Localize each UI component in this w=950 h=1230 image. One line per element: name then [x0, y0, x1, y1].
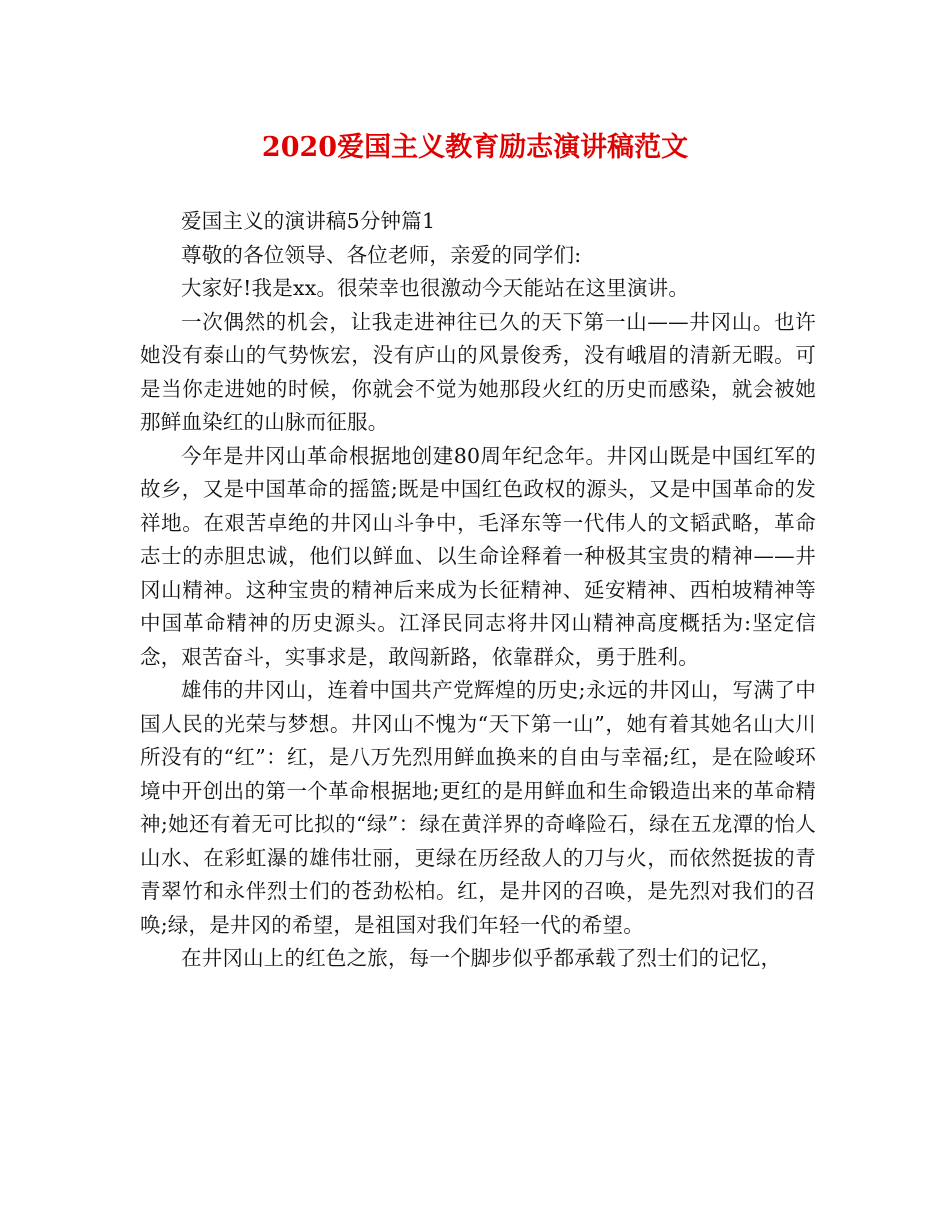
- document-body: [140, 205, 816, 976]
- paragraph: 在井冈山上的红色之旅，每一个脚步似乎都承载了烈士们的记忆，: [181, 946, 782, 970]
- paragraph-section-heading: 爱国主义的演讲稿5分钟篇1: [181, 209, 436, 233]
- paragraph-salutation: 尊敬的各位领导、各位老师，亲爱的同学们:: [181, 242, 582, 267]
- paragraph: 雄伟的井冈山，连着中国共产党辉煌的历史;永远的井冈山，写满了中国人民的光荣与梦想。井冈山不愧为“天下第一山”，她有着其她名山大川所没有的“红”：红，是八万先烈用鲜血换来的自由与幸福;红，是在险峻环境中开创出的第一个革命根据地;更红的是用鲜血和生命锻造出来的革命精神;她还有着无可比拟的“绿”：绿在黄洋界的奇峰险石，绿在五龙潭的怡人山水、在彩虹瀑的雄伟壮丽，更绿在历经敌人的刀与火，而依然挺拔的青青翠竹和永伴烈士们的苍劲松柏。红，是井冈的召唤，是先烈对我们的召唤;绿，是井冈的希望，是祖国对我们年轻一代的希望。: [140, 678, 816, 937]
- paragraph-greeting: 大家好!我是xx。很荣幸也很激动今天能站在这里演讲。: [181, 276, 690, 300]
- paragraph: 今年是井冈山革命根据地创建80周年纪念年。井冈山既是中国红军的故乡，又是中国革命的摇篮;既是中国红色政权的源头，又是中国革命的发祥地。在艰苦卓绝的井冈山斗争中，毛泽东等一代伟人的文韬武略，革命志士的赤胆忠诚，他们以鲜血、以生命诠释着一种极其宝贵的精神——井冈山精神。这种宝贵的精神后来成为长征精神、延安精神、西柏坡精神等中国革命精神的历史源头。江泽民同志将井冈山精神高度概括为:坚定信念，艰苦奋斗，实事求是，敢闯新路，依靠群众，勇于胜利。: [140, 443, 816, 669]
- document-title: 2020爱国主义教育励志演讲稿范文: [261, 132, 689, 163]
- paragraph: 一次偶然的机会，让我走进神往已久的天下第一山——井冈山。也许她没有泰山的气势恢宏，没有庐山的风景俊秀，没有峨眉的清新无暇。可是当你走进她的时候，你就会不觉为她那段火红的历史而感染，就会被她那鲜血染红的山脉而征服。: [140, 309, 816, 434]
